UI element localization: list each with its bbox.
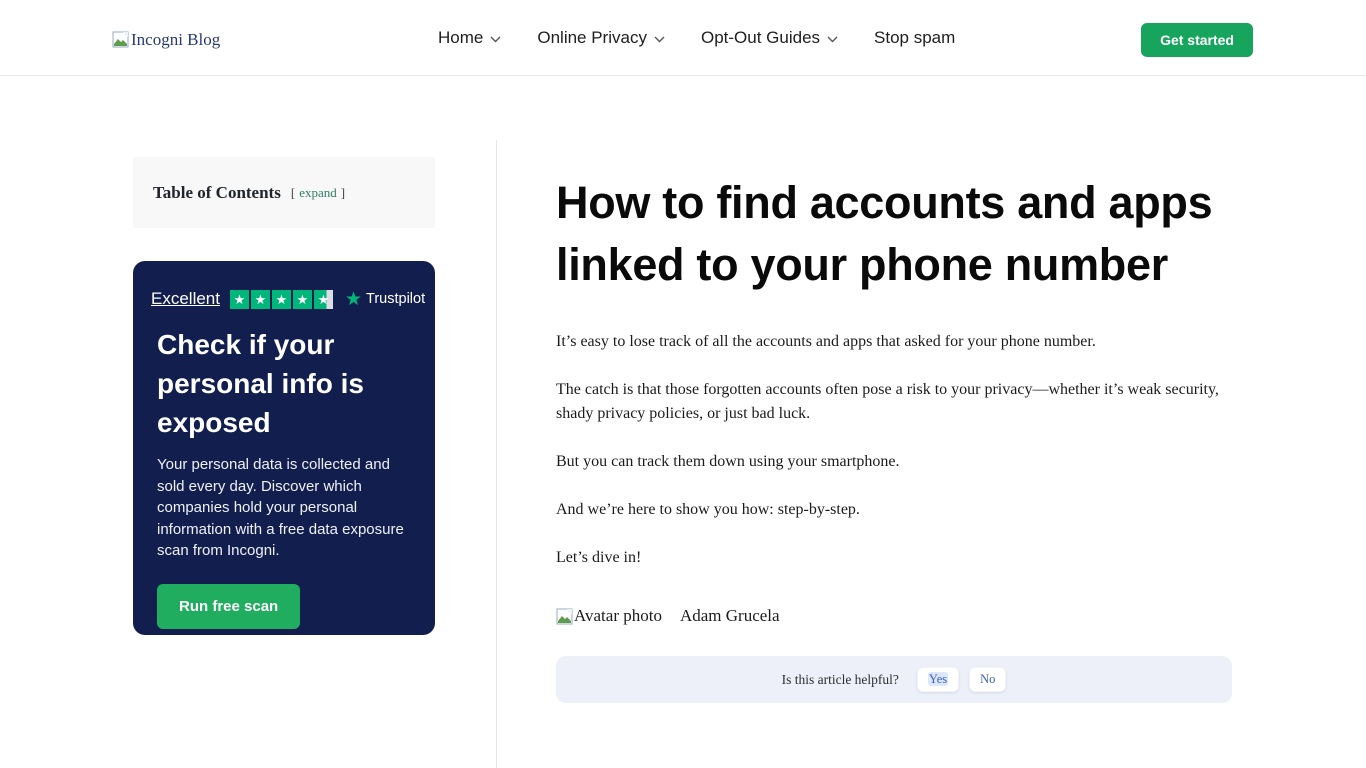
promo-heading: Check if your personal info is exposed (157, 329, 364, 438)
feedback-question: Is this article helpful? (781, 671, 899, 687)
article-paragraph: And we’re here to show you how: step-by-step. (556, 501, 860, 518)
nav-item-online-privacy[interactable] (537, 28, 665, 48)
article-paragraph: The catch is that those forgotten accounts often pose a risk to your privacy—whether it’s weak security, shady privacy policies, or just bad luck. (556, 381, 1219, 422)
star-icon: ★ (230, 290, 249, 309)
feedback-no-label: No (980, 672, 996, 686)
article-paragraph: But you can track them down using your smartphone. (556, 453, 900, 470)
feedback-yes-button[interactable] (917, 667, 959, 692)
chevron-down-icon (827, 36, 838, 43)
chevron-down-icon (654, 36, 665, 43)
toc-title: Table of Contents (153, 182, 281, 202)
toc-bracket: [ (290, 184, 296, 200)
nav-label: Online Privacy (537, 28, 647, 47)
trustpilot-rating-row (151, 288, 426, 310)
trustpilot-stars (230, 290, 333, 309)
nav-label: Stop spam (874, 28, 956, 47)
nav-label: Opt-Out Guides (700, 28, 821, 47)
trustpilot-logo (345, 290, 425, 309)
chevron-down-icon (490, 36, 501, 43)
author-avatar (556, 606, 662, 626)
article-paragraph: Let’s dive in! (556, 549, 642, 566)
author-byline[interactable] (556, 606, 1232, 626)
toc-bracket: ] (340, 184, 346, 200)
incogni-promo-card (133, 261, 435, 635)
logo-text: Incogni Blog (131, 30, 221, 49)
site-header (0, 0, 1366, 76)
article-title: How to find accounts and apps linked to your phone number (556, 177, 1213, 290)
content-divider (496, 140, 497, 768)
article-paragraph: It’s easy to lose track of all the accounts and apps that asked for your phone number. (556, 333, 1096, 350)
toc-expand-link[interactable]: expand (299, 184, 337, 200)
star-icon: ★ (272, 290, 291, 309)
nav-item-stop-spam[interactable] (874, 28, 955, 48)
broken-image-icon (112, 31, 130, 49)
trustpilot-star-icon: ★ (344, 288, 363, 310)
table-of-contents-box (133, 157, 435, 228)
logo-link[interactable] (112, 30, 220, 50)
star-partial-icon: ★ (314, 290, 333, 309)
author-name: Adam Grucela (679, 606, 780, 625)
broken-image-icon (556, 608, 574, 626)
main-nav (438, 0, 955, 76)
nav-item-home[interactable] (438, 28, 501, 48)
promo-body-text: Your personal data is collected and sold every day. Discover which companies hold your personal information with a free data exposure scan from Incogni. (157, 456, 404, 559)
trustpilot-excellent-link[interactable]: Excellent (151, 289, 220, 308)
star-icon: ★ (293, 290, 312, 309)
avatar-alt-text: Avatar photo (574, 606, 662, 625)
article-feedback-bar (556, 656, 1232, 703)
star-icon: ★ (251, 290, 270, 309)
trustpilot-wordmark: Trustpilot (366, 291, 426, 307)
article-main (556, 172, 1232, 703)
nav-item-opt-out-guides[interactable] (701, 28, 838, 48)
run-free-scan-button[interactable]: Run free scan (157, 584, 300, 629)
article-body (556, 330, 1232, 570)
feedback-no-button[interactable] (969, 667, 1006, 692)
get-started-button[interactable]: Get started (1141, 23, 1253, 57)
toc-expand-wrap (291, 185, 345, 201)
nav-label: Home (438, 28, 484, 47)
feedback-yes-label: Yes (928, 672, 948, 686)
